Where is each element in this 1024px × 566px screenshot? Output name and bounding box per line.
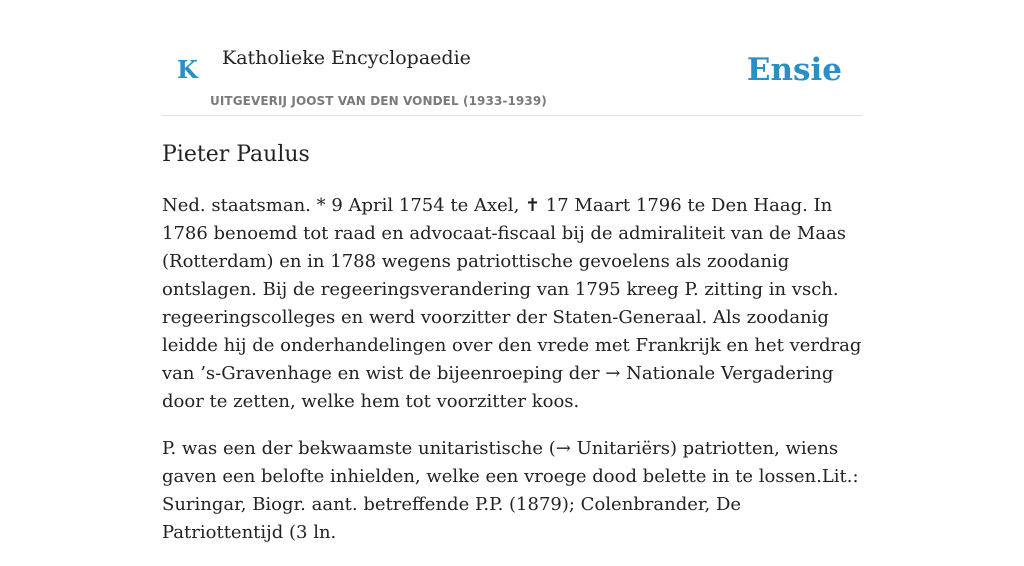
publisher-label: UITGEVERIJ JOOST VAN DEN VONDEL (1933-1939) (210, 94, 547, 108)
content-container (162, 0, 862, 543)
article-paragraph-1: Ned. staatsman. * 9 April 1754 te Axel, ✝ 17 Maart 1796 te Den Haag. In 1786 benoemd tot raad en advocaat-fiscaal bij de admiraliteit van de Maas (Rotterdam) en in 1788 wegens patriottische gevoelens als zoodanig ontslagen. Bij de regeeringsverandering van 1795 kreeg P. zitting in vsch. regeeringscolleges en werd voorzitter der Staten-Generaal. Als zoodanig leidde hij de onderhandelingen over den vrede met Frankrijk en het verdrag van ’s-Gravenhage en wist de bijeenroeping der → Nationale Vergadering door te zetten, welke hem tot voorzitter koos. (162, 195, 862, 412)
article-paragraph-2: P. was een der bekwaamste unitaristische (→ Unitariërs) patriotten, wiens gaven een belofte inhielden, welke een vroege dood belette in te lossen.Lit.: Suringar, Biogr. aant. betreffende P.P. (1879); Colenbrander, De Patriottentijd (3 ln. (162, 438, 859, 543)
encyclopedia-logo-icon[interactable]: K (177, 55, 198, 84)
encyclopedia-title-link[interactable]: Katholieke Encyclopaedie (222, 47, 471, 69)
article-body (162, 192, 862, 566)
site-header (162, 0, 862, 116)
article-title: Pieter Paulus (162, 142, 310, 167)
ensie-logo-link[interactable]: Ensie (746, 52, 842, 88)
